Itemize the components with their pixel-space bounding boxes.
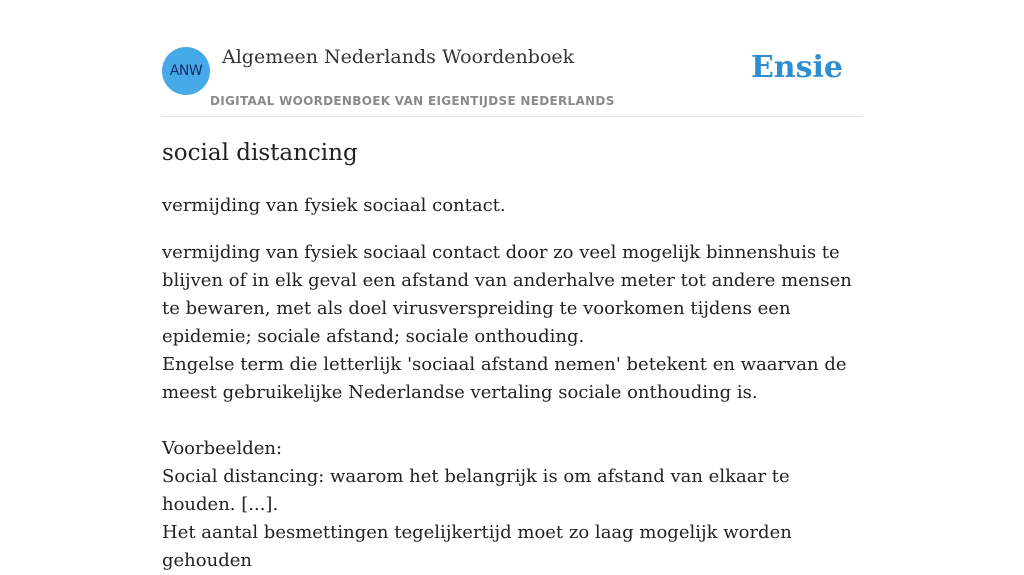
- examples-label: Voorbeelden:: [162, 438, 283, 459]
- definition-paragraph: vermijding van fysiek sociaal contact door zo veel mogelijk binnenshuis te blijven of in elk geval een afstand van anderhalve meter tot andere mensen te bewaren, met als doel virusverspreiding te voorkomen tijdens een epidemie; sociale afstand; sociale onthouding.: [162, 242, 852, 347]
- site-subtitle: DIGITAAL WOORDENBOEK VAN EIGENTIJDSE NEDERLANDS: [210, 94, 615, 108]
- long-definition: [162, 239, 867, 575]
- spacer: [162, 407, 867, 435]
- site-header: [162, 46, 862, 117]
- anw-logo[interactable]: ANW: [162, 47, 210, 95]
- entry-headword: social distancing: [162, 140, 358, 166]
- short-definition: vermijding van fysiek sociaal contact.: [162, 195, 506, 216]
- definition-paragraph: Engelse term die letterlijk 'sociaal afstand nemen' betekent en waarvan de meest gebruikelijke Nederlandse vertaling sociale onthouding is.: [162, 354, 847, 403]
- example-sentence: Social distancing: waarom het belangrijk is om afstand van elkaar te houden. [...].: [162, 466, 790, 515]
- ensie-logo[interactable]: Ensie: [750, 50, 843, 85]
- example-sentence: Het aantal besmettingen tegelijkertijd moet zo laag mogelijk worden gehouden: [162, 522, 792, 571]
- site-title[interactable]: Algemeen Nederlands Woordenboek: [222, 46, 575, 68]
